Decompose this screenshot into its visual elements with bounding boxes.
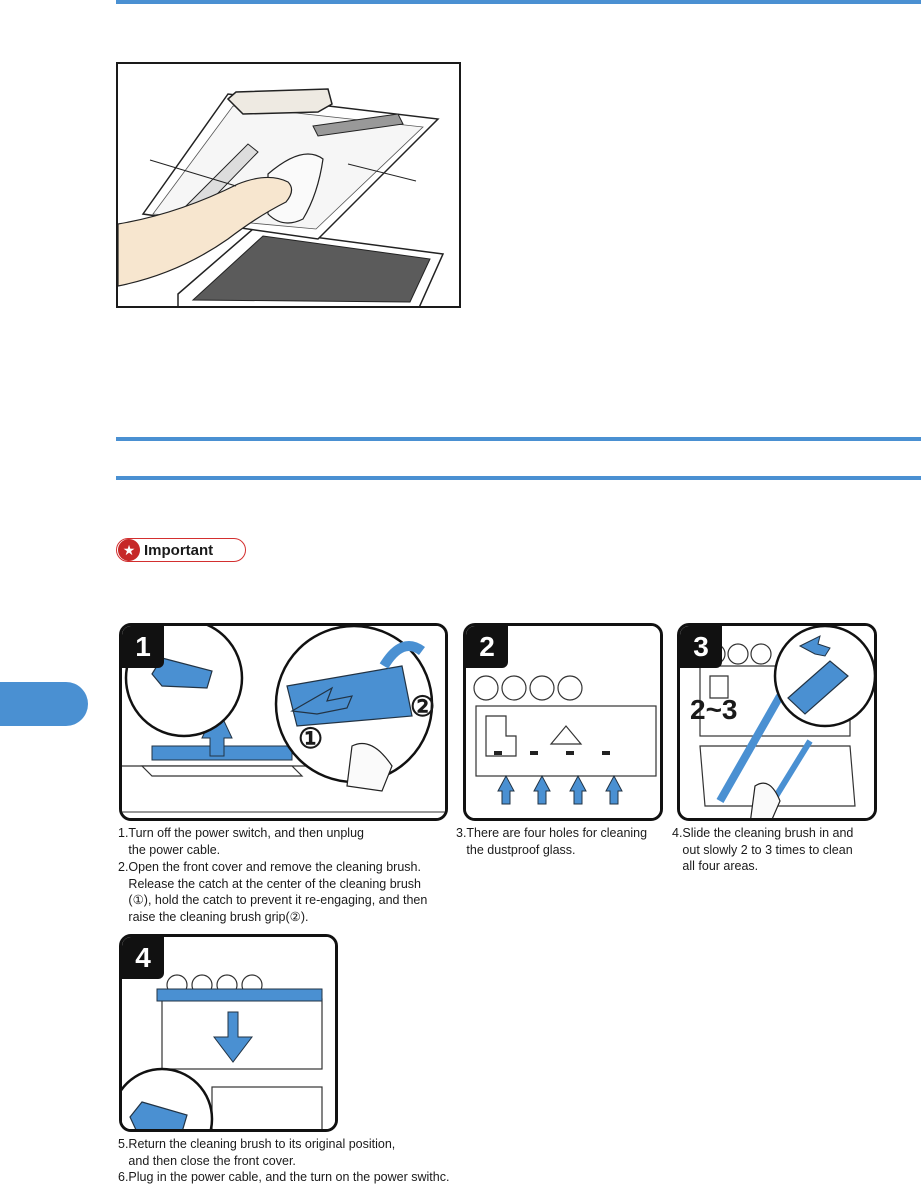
section-rule-top: [116, 437, 921, 441]
step-1-label-1: ①: [298, 723, 324, 754]
chapter-tab: [0, 682, 88, 726]
step-3-illustration: [677, 623, 877, 821]
important-badge: [116, 538, 246, 562]
top-rule: [116, 0, 921, 4]
step-3-number: 3: [680, 626, 722, 668]
step-2-number: 2: [466, 626, 508, 668]
section-rule-bottom: [116, 476, 921, 480]
important-label: Important: [144, 541, 214, 559]
step-1-illustration: [119, 623, 448, 821]
step-1-caption: 1.Turn off the power switch, and then unplug the power cable.: [118, 826, 364, 857]
step-6-caption: 6.Plug in the power cable, and the turn on the power swithc.: [118, 1170, 450, 1184]
step-4-caption: 4.Slide the cleaning brush in and out slowly 2 to 3 times to clean all four areas.: [672, 826, 854, 873]
step-1-number: 1: [122, 626, 164, 668]
step-2-illustration: [463, 623, 663, 821]
star-icon: ★: [118, 539, 140, 561]
adf-cleaning-illustration: [116, 62, 461, 308]
step-3-caption: 3.There are four holes for cleaning the dustproof glass.: [456, 826, 648, 857]
step-5-caption: 5.Return the cleaning brush to its original position, and then close the front cover.: [118, 1137, 396, 1168]
step-1-label-2: ②: [410, 691, 436, 722]
step-4-number: 4: [122, 937, 164, 979]
step-4-illustration: [119, 934, 338, 1132]
step-2-caption: 2.Open the front cover and remove the cleaning brush. Release the catch at the center of the cleaning brush (①), hold the catch to prevent it re-engaging, and then raise the cleaning brush grip(②).: [118, 860, 428, 924]
step-3-label: 2~3: [690, 694, 738, 725]
